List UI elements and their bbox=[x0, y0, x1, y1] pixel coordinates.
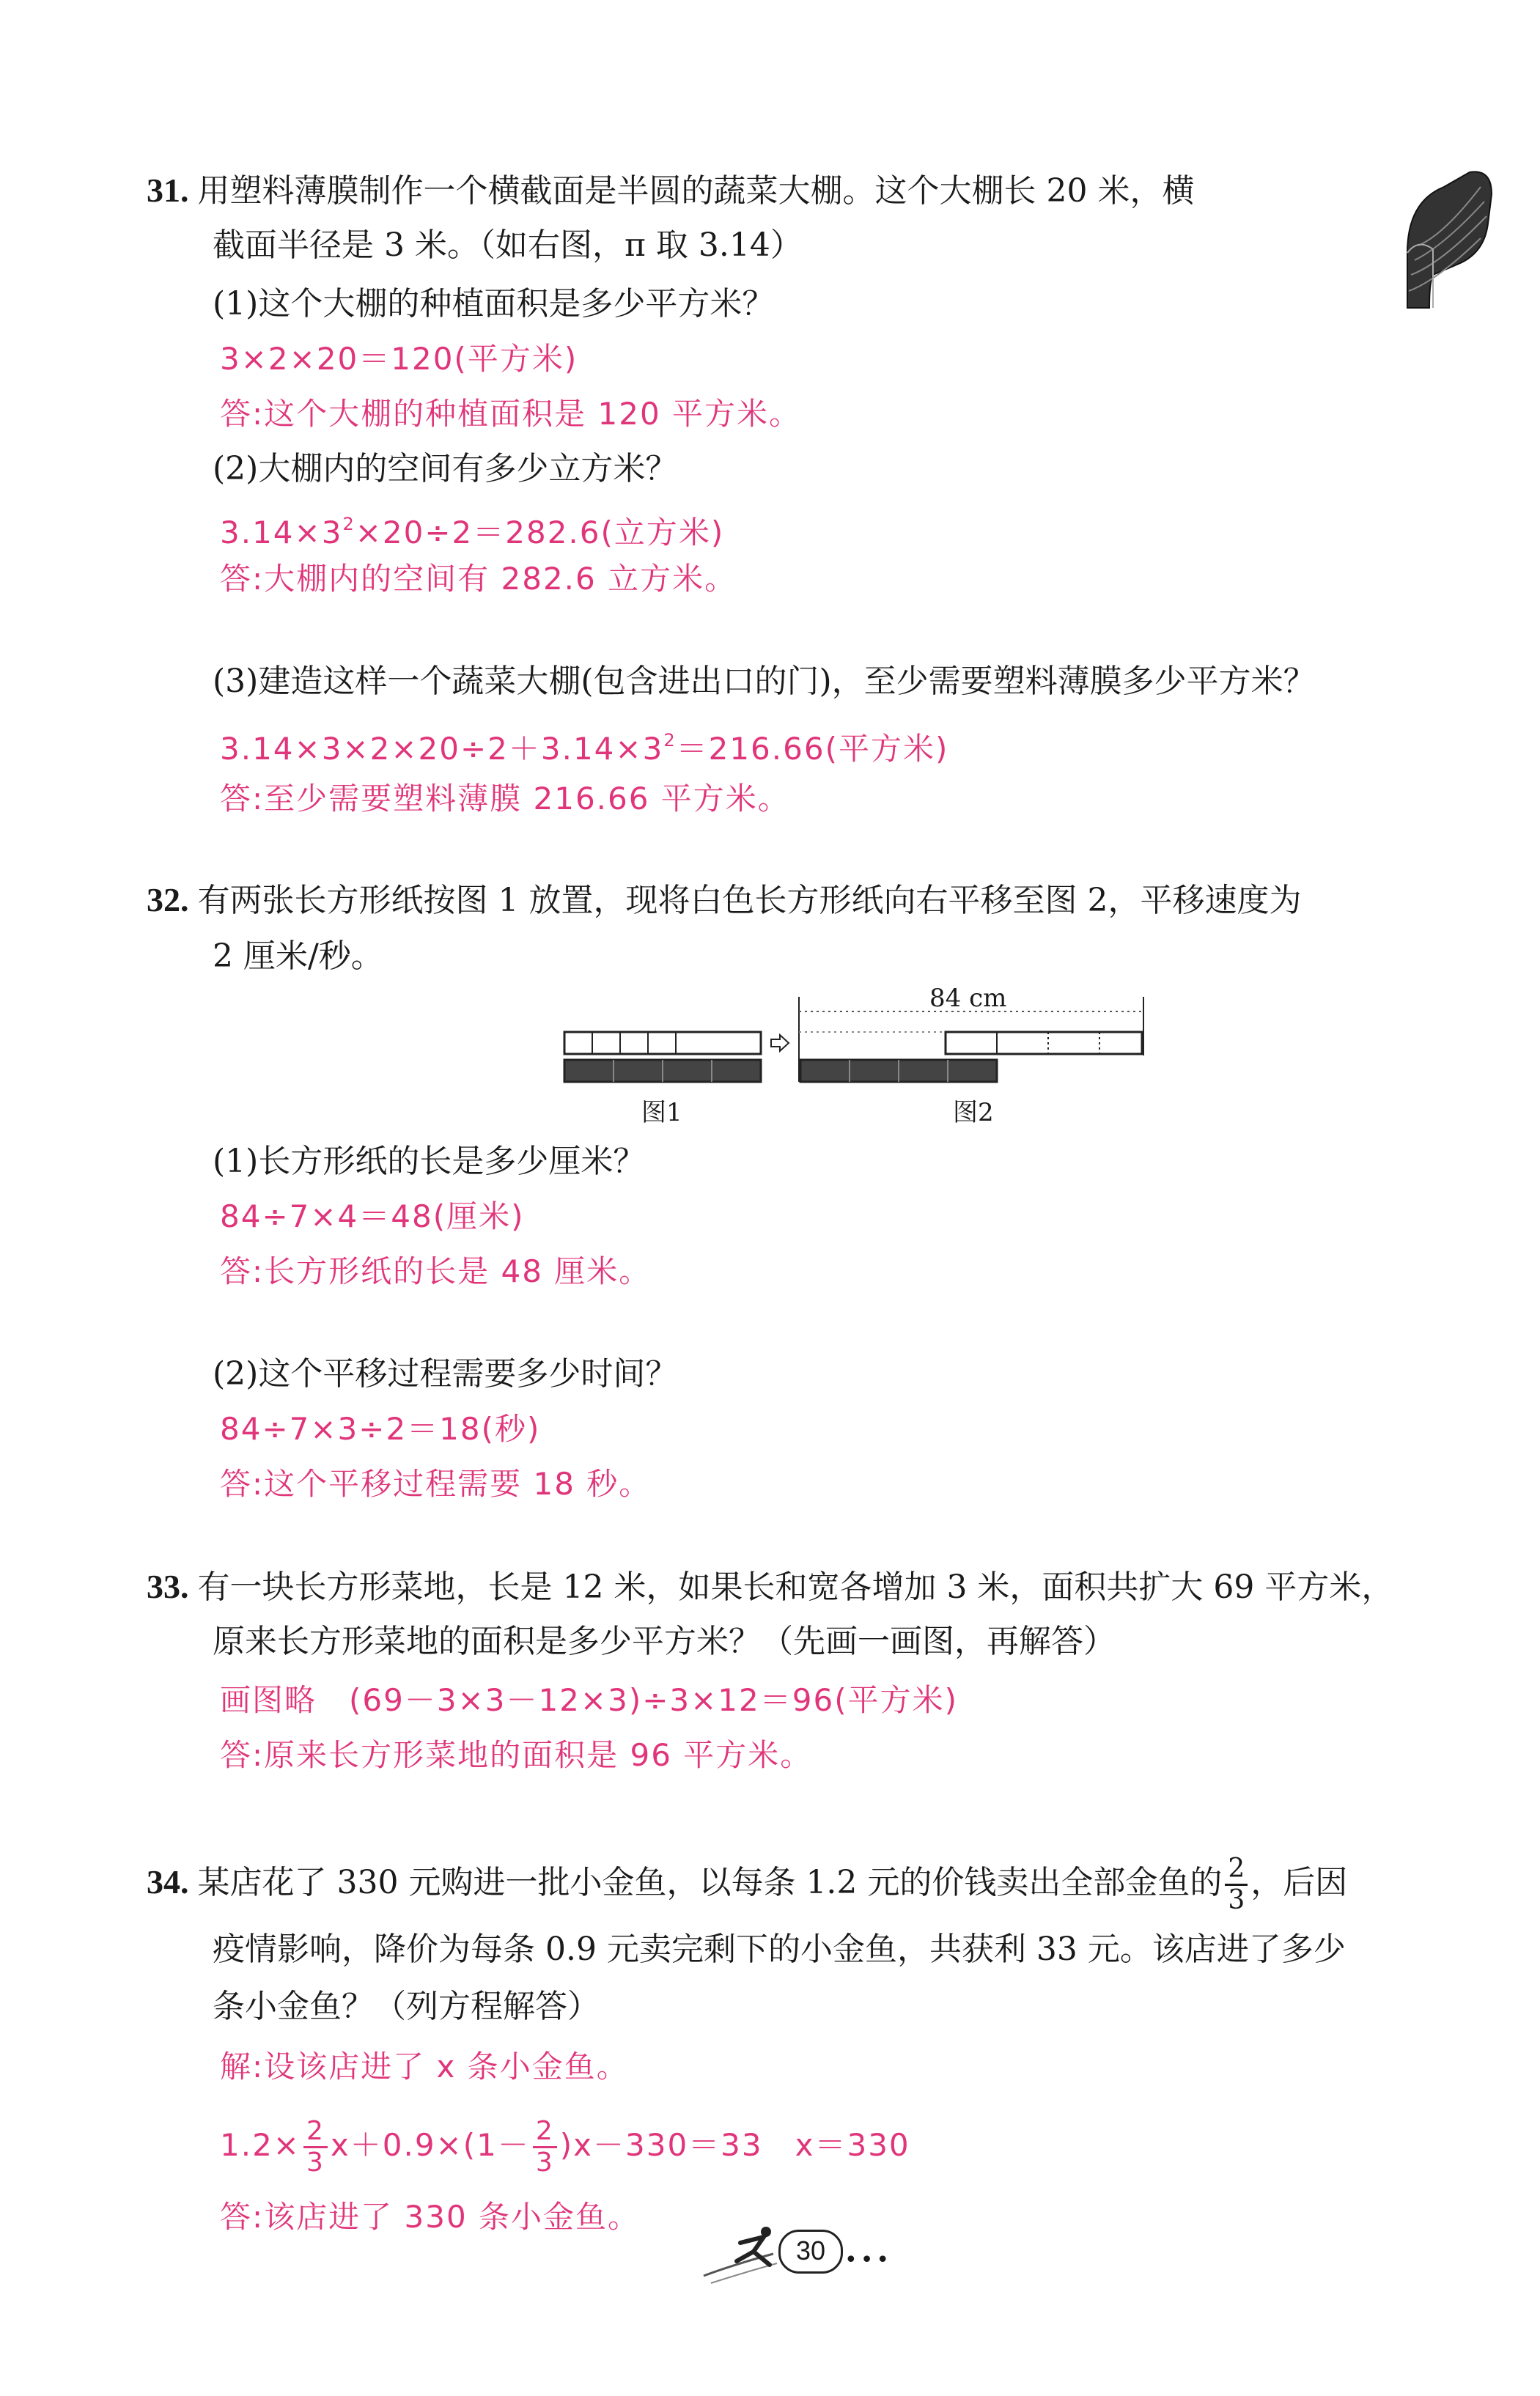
q31-text-1: 用塑料薄膜制作一个横截面是半圆的蔬菜大棚。这个大棚长 20 米，横 bbox=[197, 172, 1195, 210]
q31-line-1 bbox=[147, 169, 1194, 213]
q32-text-1: 有两张长方形纸按图 1 放置，现将白色长方形纸向右平移至图 2，平移速度为 bbox=[197, 882, 1302, 919]
q33-line-1 bbox=[147, 1565, 1393, 1610]
q34-equation bbox=[220, 2117, 910, 2178]
q31-part-3-answer: 答:至少需要塑料薄膜 216.66 平方米。 bbox=[220, 781, 790, 817]
q31-part-1-calc: 3×2×20＝120(平方米) bbox=[220, 341, 578, 377]
q34-answer: 答:该店进了 330 条小金鱼。 bbox=[220, 2199, 641, 2235]
q32-line-1 bbox=[147, 878, 1301, 923]
figure-2-label: 图2 bbox=[953, 1098, 994, 1127]
paper-translation-figure bbox=[557, 989, 1158, 1092]
q33-text-2: 原来长方形菜地的面积是多少平方米？（先画一画图，再解答） bbox=[213, 1623, 1116, 1660]
q34-line-1 bbox=[147, 1854, 1347, 1915]
q34-fraction-numerator: 2 bbox=[1225, 1854, 1248, 1886]
q31-part-3-calc bbox=[220, 718, 948, 771]
q33-text-1: 有一块长方形菜地，长是 12 米，如果长和宽各增加 3 米，面积共扩大 69 平方米， bbox=[197, 1569, 1394, 1606]
q34-equation-c: )x－330＝33 x＝330 bbox=[559, 2127, 910, 2163]
q32-part-2-calc: 84÷7×3÷2＝18(秒) bbox=[220, 1411, 541, 1447]
q32-number: 32. bbox=[147, 881, 189, 918]
q31-part-3-calc-a: 3.14×3×2×20÷2＋3.14×3 bbox=[220, 731, 664, 767]
q32-part-1: (1)长方形纸的长是多少厘米？ bbox=[213, 1143, 646, 1180]
q34-solution-setup: 解:设该店进了 x 条小金鱼。 bbox=[220, 2049, 629, 2084]
greenhouse-figure bbox=[1400, 165, 1495, 312]
q34-eq-frac-1-num: 2 bbox=[303, 2117, 328, 2148]
q34-number: 34. bbox=[147, 1863, 189, 1901]
q31-number: 31. bbox=[147, 172, 189, 209]
q34-eq-frac-2-num: 2 bbox=[533, 2117, 557, 2148]
q31-part-1-answer: 答:这个大棚的种植面积是 120 平方米。 bbox=[220, 396, 802, 432]
footer-dots-icon: ••• bbox=[844, 2247, 893, 2273]
q34-text-3: 条小金鱼？（列方程解答） bbox=[213, 1988, 600, 2025]
q31-part-2-calc-a: 3.14×3 bbox=[220, 515, 343, 550]
runner-logo-icon bbox=[696, 2221, 784, 2287]
q34-equation-frac-2 bbox=[533, 2117, 557, 2178]
q33-calc: 画图略 (69－3×3－12×3)÷3×12＝96(平方米) bbox=[220, 1682, 958, 1718]
q34-eq-frac-1-den: 3 bbox=[306, 2148, 325, 2178]
q34-text-1a: 某店花了 330 元购进一批小金鱼，以每条 1.2 元的价钱卖出全部金鱼的 bbox=[197, 1864, 1223, 1901]
q34-eq-frac-2-den: 3 bbox=[535, 2148, 554, 2178]
q34-equation-frac-1 bbox=[303, 2117, 328, 2178]
figure-1-label: 图1 bbox=[641, 1098, 682, 1127]
q31-part-3-calc-b: ＝216.66(平方米) bbox=[676, 731, 949, 767]
q34-equation-a: 1.2× bbox=[220, 2127, 301, 2163]
q34-text-2: 疫情影响，降价为每条 0.9 元卖完剩下的小金鱼，共获利 33 元。该店进了多少 bbox=[213, 1931, 1346, 1968]
q34-text-1b: ，后因 bbox=[1250, 1864, 1348, 1901]
q31-part-2-calc bbox=[220, 502, 724, 555]
q31-text-2: 截面半径是 3 米。（如右图，π 取 3.14） bbox=[213, 226, 803, 264]
q34-fraction-denominator: 3 bbox=[1228, 1885, 1245, 1915]
q33-answer: 答:原来长方形菜地的面积是 96 平方米。 bbox=[220, 1737, 813, 1773]
q31-part-2-answer: 答:大棚内的空间有 282.6 立方米。 bbox=[220, 561, 737, 597]
q32-part-2-answer: 答:这个平移过程需要 18 秒。 bbox=[220, 1466, 652, 1502]
page-number: 30 bbox=[778, 2230, 843, 2274]
q31-part-3-calc-sup: 2 bbox=[663, 730, 677, 751]
q32-part-2: (2)这个平移过程需要多少时间？ bbox=[213, 1355, 678, 1393]
q31-part-2: (2)大棚内的空间有多少立方米？ bbox=[213, 450, 678, 487]
q31-part-2-calc-sup: 2 bbox=[342, 514, 355, 534]
q34-equation-b: x＋0.9×(1－ bbox=[330, 2127, 530, 2163]
q31-part-2-calc-b: ×20÷2＝282.6(立方米) bbox=[355, 515, 725, 550]
q31-part-3: (3)建造这样一个蔬菜大棚(包含进出口的门)，至少需要塑料薄膜多少平方米？ bbox=[213, 663, 1316, 700]
q32-part-1-calc: 84÷7×4＝48(厘米) bbox=[220, 1198, 525, 1234]
q34-fraction bbox=[1225, 1854, 1248, 1915]
q32-part-1-answer: 答:长方形纸的长是 48 厘米。 bbox=[220, 1253, 652, 1289]
q31-part-1: (1)这个大棚的种植面积是多少平方米？ bbox=[213, 285, 775, 322]
q33-number: 33. bbox=[147, 1568, 189, 1605]
q32-text-2: 2 厘米/秒。 bbox=[213, 937, 383, 975]
dimension-label: 84 cm bbox=[929, 984, 1007, 1013]
